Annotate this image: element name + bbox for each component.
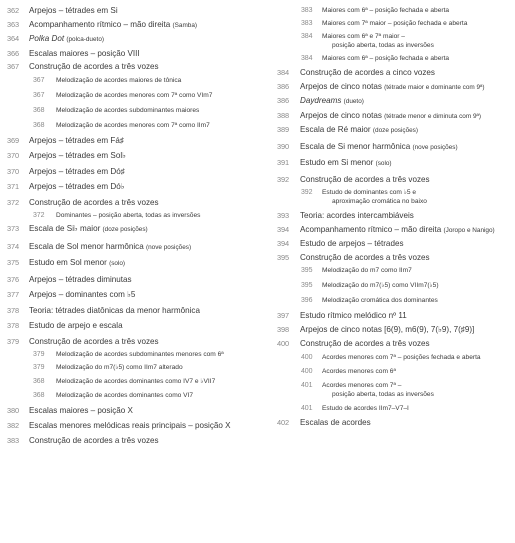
toc-entry-title: Arpejos – tétrades em Fá♯ <box>29 135 124 145</box>
toc-entry <box>268 6 515 15</box>
toc-entry-title: Escala de Ré maior (doze posições) <box>300 125 419 134</box>
toc-entry-title: Arpejos de cinco notas [6(9), m6(9), 7(♭9), 7(♯9)] <box>300 324 475 334</box>
toc-entry-title: Estudo em Sol menor (solo) <box>29 258 126 267</box>
toc-page-number: 371 <box>7 182 20 191</box>
toc-entry-title: Maiores com 7ª maior – posição fechada e aberta <box>322 20 468 27</box>
toc-page-number: 392 <box>301 189 313 196</box>
toc-entry-title: Construção de acordes a três vozes <box>29 336 159 346</box>
toc-entry-note: (solo) <box>109 260 126 267</box>
toc-page-number: 384 <box>277 68 290 77</box>
toc-entry <box>0 321 262 332</box>
toc-entry <box>0 6 262 17</box>
toc-page-number: 382 <box>7 420 20 430</box>
toc-page-number: 372 <box>33 212 45 219</box>
toc-entry <box>268 253 515 264</box>
toc-page-number: 395 <box>301 267 313 274</box>
toc-entry-title: Acompanhamento rítmico – mão direita (Joropo e Nanigo) <box>300 224 495 234</box>
toc-page-number: 383 <box>301 20 313 27</box>
toc-page-number: 378 <box>7 321 20 330</box>
toc-entry <box>0 436 262 447</box>
toc-entry <box>0 62 262 73</box>
toc-entry-title: Melodização de acordes menores com 7ª como IIm7 <box>56 121 210 129</box>
toc-page-number: 394 <box>277 224 290 234</box>
toc-entry-note: (dueto) <box>343 98 364 105</box>
toc-entry-title: Estudo de arpejos – tétrades <box>300 239 404 248</box>
toc-entry-title: Arpejos – tétrades em Sol♭ <box>29 151 126 160</box>
toc-entry <box>0 91 262 100</box>
toc-page-number: 374 <box>7 241 20 251</box>
toc-entry-title: Construção de acordes a três vozes <box>29 197 159 207</box>
toc-entry <box>268 239 515 250</box>
toc-page-number: 368 <box>33 378 45 385</box>
toc-entry-title: Escalas maiores – posição VIII <box>29 48 140 58</box>
toc-page-number: 389 <box>277 125 290 134</box>
toc-page-number: 386 <box>277 96 290 105</box>
toc-entry <box>0 406 262 417</box>
toc-page-number: 395 <box>277 252 290 262</box>
toc-entry-title-cont: posição aberta, todas as inversões <box>332 390 434 398</box>
toc-entry-title: Melodização de acordes dominantes como VI7 <box>56 392 194 399</box>
toc-entry <box>0 151 262 162</box>
toc-entry <box>0 106 262 115</box>
toc-entry-note: (tétrade menor e diminuta com 9ª) <box>384 112 481 120</box>
toc-entry-title-cont: aproximação cromática no baixo <box>332 198 427 205</box>
toc-page-number: 368 <box>33 106 45 114</box>
toc-page-number: 402 <box>277 417 290 427</box>
toc-entry-title: Teoria: acordes intercambiáveis <box>300 211 414 220</box>
toc-page-number: 400 <box>301 353 313 361</box>
toc-entry-title: Arpejos – tétrades em Dó♯ <box>29 166 125 176</box>
toc-page-number: 368 <box>33 392 45 399</box>
toc-entry-title: Construção de acordes a três vozes <box>300 252 430 262</box>
toc-entry-title: Escalas de acordes <box>300 417 371 427</box>
toc-entry-title: Polka Dot (polca-dueto) <box>29 34 104 43</box>
toc-entry <box>268 158 515 170</box>
toc-entry <box>268 211 515 222</box>
toc-entry <box>268 19 515 28</box>
toc-page-number: 369 <box>7 135 20 145</box>
toc-entry <box>268 353 515 362</box>
toc-entry <box>268 175 515 186</box>
toc-page-number: 370 <box>7 151 20 160</box>
toc-entry <box>268 404 515 413</box>
toc-page-number: 379 <box>33 364 45 371</box>
toc-page-number: 398 <box>277 324 290 334</box>
toc-entry <box>268 325 515 336</box>
toc-page-number: 384 <box>301 33 313 40</box>
toc-entry-title: Melodização de acordes menores com 7ª como VIm7 <box>56 91 213 99</box>
toc-entry-title: Melodização cromática dos dominantes <box>322 297 438 304</box>
toc-entry-title: Arpejos – tétrades em Si <box>29 6 118 15</box>
toc-entry-title: Arpejos – tétrades em Dó♭ <box>29 182 125 191</box>
toc-entry <box>268 111 515 123</box>
toc-page-number: 380 <box>7 406 20 415</box>
toc-entry-note: (solo) <box>375 160 392 167</box>
toc-page-number: 367 <box>33 91 45 99</box>
toc-entry <box>0 224 262 236</box>
toc-entry-title: Maiores com 6ª – posição fechada e aberta <box>322 7 450 14</box>
toc-entry-note: (tétrade maior e dominante com 9ª) <box>384 83 485 91</box>
toc-entry-title: Acordes menores com 7ª – posições fechada e aberta <box>322 353 481 361</box>
toc-entry <box>0 49 262 60</box>
toc-page-number: 395 <box>301 282 313 289</box>
toc-entry-title: Melodização do m7 como IIm7 <box>322 267 412 274</box>
toc-entry-note: (Joropo e Nanigo) <box>443 226 495 234</box>
toc-page-number: 394 <box>277 239 290 248</box>
toc-entry-title: Escala de Si menor harmônica (nove posições) <box>300 141 458 151</box>
toc-entry <box>268 142 515 154</box>
toc-entry <box>0 34 262 46</box>
toc-entry <box>268 418 515 429</box>
toc-entry <box>268 125 515 137</box>
toc-page-number: 364 <box>7 34 20 43</box>
toc-entry <box>268 311 515 322</box>
toc-entry <box>0 377 262 386</box>
toc-entry <box>0 350 262 359</box>
toc-entry <box>0 198 262 209</box>
toc-entry-title: Acordes menores com 7ª – <box>322 381 402 389</box>
toc-page-number: 390 <box>277 141 290 151</box>
toc-entry <box>0 242 262 254</box>
toc-entry-title: Melodização do m7(♭5) como VIIm7(♭5) <box>322 282 439 289</box>
toc-page-number: 384 <box>301 55 313 62</box>
toc-entry-title: Maiores com 6ª e 7ª maior – <box>322 33 405 40</box>
toc-page-number: 372 <box>7 197 20 207</box>
toc-entry-note: (nove posições) <box>145 243 192 251</box>
toc-entry-title: Melodização de acordes subdominantes menores com 6ª <box>56 351 224 358</box>
toc-entry-note: (polca-dueto) <box>66 36 104 43</box>
toc-entry-title: Estudo de arpejo e escala <box>29 321 123 330</box>
toc-page-number: 400 <box>301 367 313 375</box>
toc-entry <box>268 381 515 399</box>
toc-page-number: 377 <box>7 290 20 299</box>
toc-entry <box>268 339 515 350</box>
toc-entry <box>0 211 262 220</box>
toc-entry <box>268 296 515 305</box>
toc-entry-note: (doze posições) <box>372 127 419 134</box>
toc-page-number: 400 <box>277 339 290 348</box>
toc-entry-title: Melodização de acordes subdominantes maiores <box>56 106 200 114</box>
toc-page-number: 367 <box>33 76 45 84</box>
toc-entry-title: Construção de acordes a três vozes <box>29 436 159 445</box>
toc-left-column <box>0 6 262 447</box>
toc-entry-title: Arpejos – tétrades diminutas <box>29 274 132 284</box>
toc-entry <box>0 337 262 348</box>
toc-page-number: 373 <box>7 224 20 233</box>
toc-entry-title: Escala de Si♭ maior (doze posições) <box>29 224 148 233</box>
toc-page-number: 396 <box>301 297 313 304</box>
toc-entry-title: Construção de acordes a cinco vozes <box>300 68 435 77</box>
toc-entry <box>0 136 262 147</box>
toc-entry <box>0 391 262 400</box>
toc-entry <box>268 188 515 206</box>
toc-page-number: 401 <box>301 404 313 412</box>
toc-entry <box>268 54 515 63</box>
toc-entry-title: Escala de Sol menor harmônica (nove posições) <box>29 241 192 251</box>
toc-page-number: 376 <box>7 274 20 284</box>
toc-page-number: 366 <box>7 48 20 58</box>
toc-page-number: 386 <box>277 81 290 91</box>
toc-page-number: 375 <box>7 258 20 267</box>
toc-entry <box>0 167 262 178</box>
toc-entry-title: Teoria: tétrades diatônicas da menor harmônica <box>29 305 200 315</box>
toc-page-number: 378 <box>7 305 20 315</box>
toc-entry <box>0 421 262 432</box>
toc-entry-title: Estudo de acordes IIm7–V7–I <box>322 404 409 412</box>
toc-entry-note: (doze posições) <box>102 226 148 233</box>
toc-entry <box>268 68 515 79</box>
toc-entry <box>268 367 515 376</box>
toc-page-number: 368 <box>33 121 45 129</box>
toc-entry <box>0 258 262 270</box>
toc-entry <box>0 20 262 32</box>
toc-page-number: 379 <box>33 351 45 358</box>
toc-entry <box>268 82 515 94</box>
toc-entry-title: Estudo de dominantes com ♭5 e <box>322 189 417 196</box>
toc-entry-title: Arpejos – dominantes com ♭5 <box>29 290 136 299</box>
toc-page-number: 388 <box>277 110 290 120</box>
toc-page-number: 362 <box>7 6 20 15</box>
toc-entry-title: Melodização do m7(♭5) como IIm7 alterado <box>56 364 183 371</box>
toc-entry <box>0 275 262 286</box>
toc-entry-title: Maiores com 6ª – posição fechada e aberta <box>322 55 450 62</box>
toc-entry-title: Escalas maiores – posição X <box>29 406 133 415</box>
toc-entry <box>0 76 262 85</box>
toc-entry-title: Acompanhamento rítmico – mão direita (Samba) <box>29 19 198 29</box>
toc-page-number: 383 <box>7 436 20 445</box>
toc-page-number: 383 <box>301 7 313 14</box>
toc-entry <box>0 182 262 193</box>
toc-page-number: 363 <box>7 19 20 29</box>
toc-entry-title: Daydreams (dueto) <box>300 96 364 105</box>
toc-entry-title: Arpejos de cinco notas (tétrade menor e diminuta com 9ª) <box>300 110 481 120</box>
toc-page-number: 392 <box>277 174 290 184</box>
toc-entry <box>0 306 262 317</box>
toc-entry-title: Estudo rítmico melódico nº 11 <box>300 311 407 320</box>
toc-entry-note: (nove posições) <box>412 143 458 151</box>
toc-page-number: 370 <box>7 166 20 176</box>
toc-entry-title: Arpejos de cinco notas (tétrade maior e dominante com 9ª) <box>300 81 485 91</box>
toc-entry <box>0 290 262 301</box>
toc-entry <box>0 363 262 372</box>
toc-right-column <box>268 6 515 428</box>
toc-entry <box>268 32 515 50</box>
toc-entry-note: (Samba) <box>172 21 198 29</box>
toc-entry <box>268 281 515 290</box>
toc-entry-title: Acordes menores com 6ª <box>322 367 396 375</box>
toc-page-number: 401 <box>301 381 313 389</box>
toc-entry <box>268 266 515 275</box>
toc-page-number: 397 <box>277 311 290 320</box>
toc-entry-title: Melodização de acordes dominantes como IV7 e ♭VII7 <box>56 378 216 385</box>
toc-entry-title-cont: posição aberta, todas as inversões <box>332 42 434 49</box>
toc-entry <box>268 225 515 237</box>
toc-page-number: 393 <box>277 211 290 220</box>
toc-entry-title: Construção de acordes a três vozes <box>29 62 159 71</box>
toc-entry-title: Dominantes – posição aberta, todas as inversões <box>56 212 201 219</box>
toc-entry-title: Estudo em Si menor (solo) <box>300 158 392 167</box>
toc-entry <box>268 96 515 108</box>
toc-entry-title: Escalas menores melódicas reais principais – posição X <box>29 420 231 430</box>
toc-entry-title: Construção de acordes a três vozes <box>300 339 430 348</box>
toc-entry-title: Melodização de acordes maiores de tônica <box>56 76 182 84</box>
toc-page-number: 379 <box>7 336 20 346</box>
toc-page-number: 367 <box>7 62 20 71</box>
toc-entry <box>0 121 262 130</box>
toc-entry-title: Construção de acordes a três vozes <box>300 174 430 184</box>
toc-page-number: 391 <box>277 158 290 167</box>
